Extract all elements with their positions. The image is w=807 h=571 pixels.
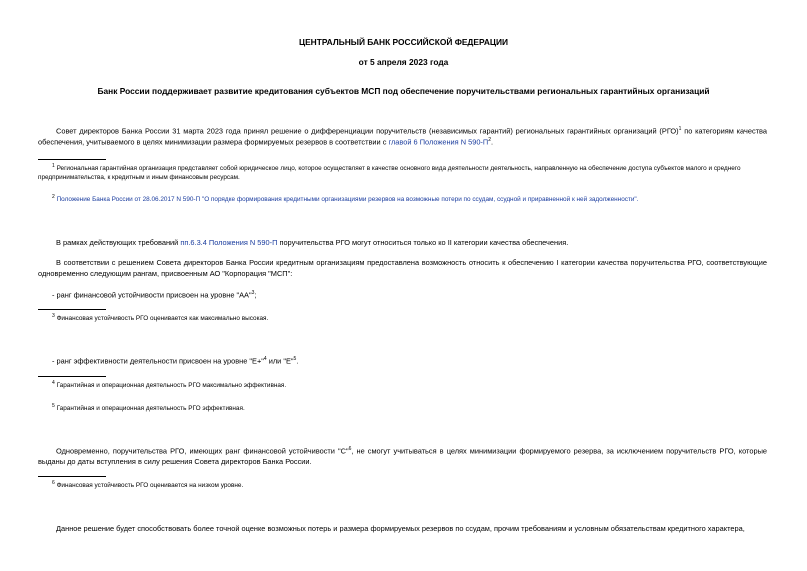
footnote-5 <box>52 403 767 413</box>
paragraph-text: . <box>491 137 494 147</box>
organization-heading: ЦЕНТРАЛЬНЫЙ БАНК РОССИЙСКОЙ ФЕДЕРАЦИИ <box>298 37 509 47</box>
list-item-tail: . <box>296 356 299 366</box>
paragraph-text: , не смогут учитываться в целях минимизации формируемого резерва, за исключением поручительств РГО, которые выданы до даты вступления в силу решения Совета директоров Банка России. <box>38 446 768 467</box>
paragraph-decision <box>38 126 767 148</box>
paragraph-text: В рамках действующих требований <box>56 238 181 247</box>
footnote-text: Региональная гарантийная организация представляет собой юридическое лицо, которое осуществляет в качестве основного вида деятельности деятельность, направленную на обеспечение доступа субъектов малого и среднего предпринимательства, к кредитным и иным финансовым ресурсам. <box>38 165 741 182</box>
footnote-number: 1 <box>52 163 55 169</box>
footnote-marker[interactable]: 1 <box>678 126 682 132</box>
footnote-number: 2 <box>52 194 55 200</box>
footnote-2 <box>52 194 767 204</box>
footnote-number: 3 <box>52 313 55 319</box>
footnote-number: 6 <box>52 480 55 486</box>
footnote-marker[interactable]: 3 <box>251 290 255 296</box>
link-pp-6-3-4[interactable]: пп.6.3.4 Положения N 590-П <box>180 238 278 247</box>
footnote-text: Финансовая устойчивость РГО оценивается как максимально высокая. <box>56 315 269 323</box>
paragraph-text: Одновременно, поручительства РГО, имеющих ранг финансовой устойчивости "С" <box>56 446 349 456</box>
footnote-divider <box>38 376 106 377</box>
list-item-financial-rank <box>52 290 767 301</box>
footnote-text: Гарантийная и операционная деятельность РГО эффективная. <box>56 405 245 413</box>
link-regulation-590p[interactable]: Положение Банка России от 28.06.2017 N 590-П "О порядке формирования кредитными организациями резервов на возможные потери по ссудам, ссудной и приравненной к ней задолженности". <box>56 196 639 204</box>
list-item-text: - ранг эффективности деятельности присвоен на уровне "Е+" <box>52 356 264 366</box>
footnote-marker[interactable]: 5 <box>293 356 297 362</box>
footnote-4 <box>52 380 767 390</box>
paragraph-text: по категориям качества обеспечения, учитываемого в целях минимизации размера формируемых резервов в соответствии с <box>38 126 767 147</box>
document-title: Банк России поддерживает развитие кредитования субъектов МСП под обеспечение поручительствами региональных гарантийных организаций <box>97 86 710 96</box>
footnote-marker[interactable]: 6 <box>348 446 352 452</box>
footnote-text: Финансовая устойчивость РГО оценивается на низком уровне. <box>56 482 244 490</box>
footnote-divider <box>38 476 106 477</box>
footnote-1 <box>38 163 767 183</box>
footnote-divider <box>38 159 106 160</box>
list-item-text: - ранг финансовой устойчивости присвоен на уровне "АА" <box>52 290 252 300</box>
link-chapter-6[interactable]: главой 6 Положения N 590-П <box>388 137 489 147</box>
paragraph-current-requirements <box>38 238 767 249</box>
paragraph-text: Совет директоров Банка России 31 марта 2023 года принял решение о дифференциации поручительств (независимых гарантий) региональных гарантийных организаций (РГО) <box>56 126 679 136</box>
list-item-efficiency-rank <box>52 356 767 367</box>
paragraph-text: поручительства РГО могут относиться только ко II категории качества обеспечения. <box>277 238 569 247</box>
paragraph-conclusion: Данное решение будет способствовать более точной оценке возможных потерь и размера формируемых резервов по ссудам, прочим требованиям и условным обязательствам кредитного характера, <box>56 524 745 533</box>
footnote-marker[interactable]: 4 <box>263 356 267 362</box>
paragraph-board-decision: В соответствии с решением Совета директоров Банка России кредитным организациям предоставлена возможность относить к обеспечению I категории качества поручительства РГО, соответствующие одновременно следующим рангам, присвоенным АО "Корпорация "МСП": <box>38 258 767 278</box>
footnote-marker[interactable]: 2 <box>488 137 491 144</box>
footnote-number: 4 <box>52 380 55 386</box>
footnote-divider <box>38 309 106 310</box>
footnote-text: Гарантийная и операционная деятельность РГО максимально эффективная. <box>56 382 287 390</box>
date-heading: от 5 апреля 2023 года <box>358 57 449 67</box>
paragraph-rank-c <box>38 446 767 468</box>
list-item-tail: ; <box>254 290 257 300</box>
footnote-6 <box>52 480 767 490</box>
list-item-text: или "Е" <box>266 356 294 366</box>
footnote-3 <box>52 313 767 323</box>
footnote-number: 5 <box>52 403 55 409</box>
